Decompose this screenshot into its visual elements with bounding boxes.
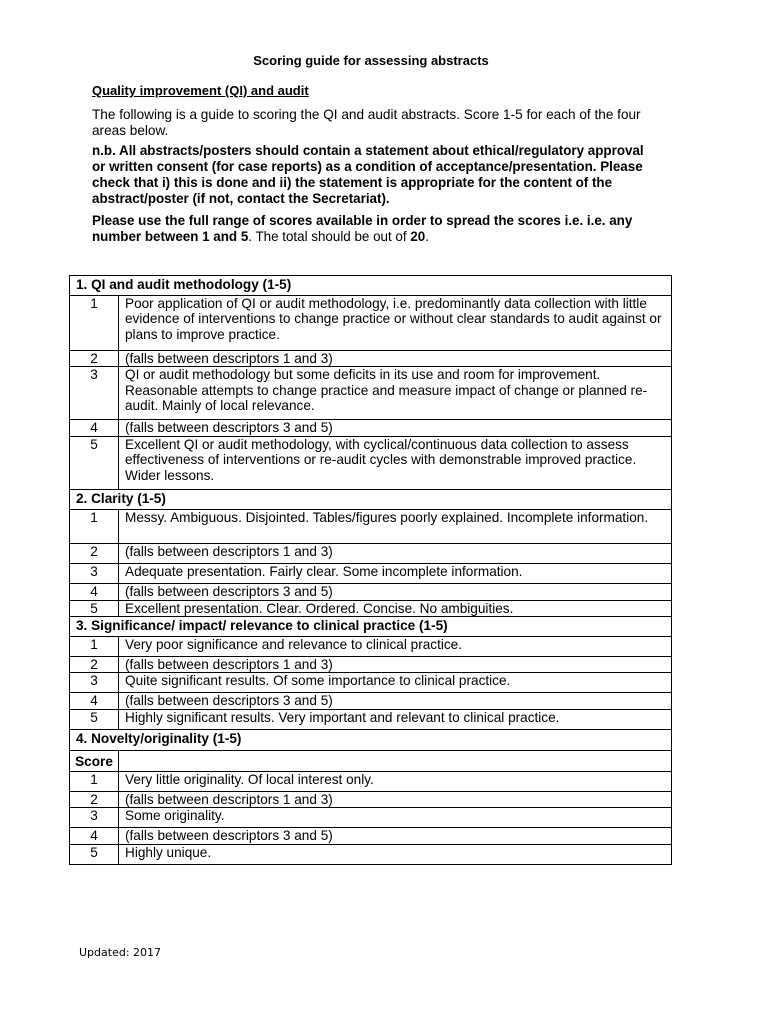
score-cell: 1	[70, 295, 119, 350]
descriptor-cell: Highly significant results. Very important and relevant to clinical practice.	[119, 709, 672, 729]
range-note-total: 20	[410, 229, 426, 244]
descriptor-cell: QI or audit methodology but some deficits in its use and room for improvement. Reasonable attempts to change practice and measure impact of change or planned re- audit. Mainly of local relevance.	[119, 367, 672, 420]
descriptor-cell: (falls between descriptors 1 and 3)	[119, 656, 672, 673]
descriptor-cell: Very poor significance and relevance to clinical practice.	[119, 636, 672, 656]
table-row	[70, 828, 672, 845]
score-cell: 3	[70, 808, 119, 828]
descriptor-cell: (falls between descriptors 3 and 5)	[119, 584, 672, 601]
score-cell: 3	[70, 673, 119, 693]
score-range-note	[92, 213, 652, 245]
section-heading-row	[70, 729, 672, 751]
updated-footer: Updated: 2017	[79, 946, 162, 959]
descriptor-cell: (falls between descriptors 3 and 5)	[119, 828, 672, 845]
section-heading-row	[70, 489, 672, 510]
descriptor-cell: Excellent QI or audit methodology, with cyclical/continuous data collection to assess effectiveness of interventions or re-audit cycles with demonstrable improved practice. Wider lessons.	[119, 436, 672, 489]
score-cell: 5	[70, 600, 119, 617]
score-cell: 5	[70, 709, 119, 729]
score-cell: 1	[70, 636, 119, 656]
score-cell: 5	[70, 844, 119, 864]
descriptor-cell: Poor application of QI or audit methodology, i.e. predominantly data collection with little evidence of interventions to change practice or without clear standards to audit against or plans to improve practice.	[119, 295, 672, 350]
descriptor-cell: Adequate presentation. Fairly clear. Some incomplete information.	[119, 564, 672, 584]
score-cell: 4	[70, 693, 119, 710]
descriptor-cell: Some originality.	[119, 808, 672, 828]
score-cell: 3	[70, 564, 119, 584]
table-row	[70, 600, 672, 617]
score-cell: 2	[70, 791, 119, 808]
section-heading-row	[70, 276, 672, 296]
range-note-bold: Please use the full range of scores available in order to spread the scores i.e. i.e. any number between 1 and 5	[92, 213, 633, 244]
descriptor-cell: (falls between descriptors 1 and 3)	[119, 544, 672, 564]
empty-descriptor-cell	[119, 751, 672, 772]
score-column-label: Score	[70, 751, 119, 772]
score-cell: 4	[70, 828, 119, 845]
table-row	[70, 693, 672, 710]
descriptor-cell: Excellent presentation. Clear. Ordered. Concise. No ambiguities.	[119, 600, 672, 617]
descriptor-cell: (falls between descriptors 3 and 5)	[119, 693, 672, 710]
section-subheading: Quality improvement (QI) and audit	[92, 83, 309, 98]
score-cell: 2	[70, 350, 119, 367]
ethics-note: n.b. All abstracts/posters should contain a statement about ethical/regulatory approval or written consent (for case reports) as a condition of acceptance/presentation. Please check that i) this is done and ii) the statement is appropriate for the content of the abstract/poster (if not, contact the Secretariat).	[92, 143, 644, 206]
table-row	[70, 367, 672, 420]
section-heading: 2. Clarity (1-5)	[70, 489, 672, 510]
score-cell: 2	[70, 544, 119, 564]
scoring-table	[69, 275, 672, 865]
score-cell: 3	[70, 367, 119, 420]
page-title: Scoring guide for assessing abstracts	[253, 53, 489, 68]
table-row	[70, 808, 672, 828]
table-row	[70, 436, 672, 489]
score-label-row	[70, 751, 672, 772]
table-row	[70, 771, 672, 791]
table-row	[70, 584, 672, 601]
range-note-text: . The total should be out of	[248, 229, 411, 244]
section-heading-row	[70, 617, 672, 637]
section-heading: 1. QI and audit methodology (1-5)	[70, 276, 672, 296]
descriptor-cell: Quite significant results. Of some importance to clinical practice.	[119, 673, 672, 693]
table-row	[70, 564, 672, 584]
score-cell: 2	[70, 656, 119, 673]
descriptor-cell: Very little originality. Of local interest only.	[119, 771, 672, 791]
score-cell: 4	[70, 420, 119, 437]
table-row	[70, 791, 672, 808]
section-heading: 4. Novelty/originality (1-5)	[70, 729, 672, 751]
descriptor-cell: Messy. Ambiguous. Disjointed. Tables/figures poorly explained. Incomplete information.	[119, 510, 672, 544]
table-row	[70, 510, 672, 544]
table-row	[70, 844, 672, 864]
table-row	[70, 350, 672, 367]
table-row	[70, 636, 672, 656]
score-cell: 4	[70, 584, 119, 601]
descriptor-cell: (falls between descriptors 1 and 3)	[119, 791, 672, 808]
range-note-end: .	[425, 229, 429, 244]
descriptor-cell: (falls between descriptors 1 and 3)	[119, 350, 672, 367]
section-heading: 3. Significance/ impact/ relevance to clinical practice (1-5)	[70, 617, 672, 637]
score-cell: 1	[70, 771, 119, 791]
score-cell: 5	[70, 436, 119, 489]
table-row	[70, 656, 672, 673]
table-row	[70, 709, 672, 729]
table-row	[70, 544, 672, 564]
table-row	[70, 420, 672, 437]
descriptor-cell: (falls between descriptors 3 and 5)	[119, 420, 672, 437]
score-cell: 1	[70, 510, 119, 544]
table-row	[70, 673, 672, 693]
descriptor-cell: Highly unique.	[119, 844, 672, 864]
table-row	[70, 295, 672, 350]
intro-paragraph: The following is a guide to scoring the QI and audit abstracts. Score 1-5 for each of the four areas below.	[92, 107, 641, 138]
